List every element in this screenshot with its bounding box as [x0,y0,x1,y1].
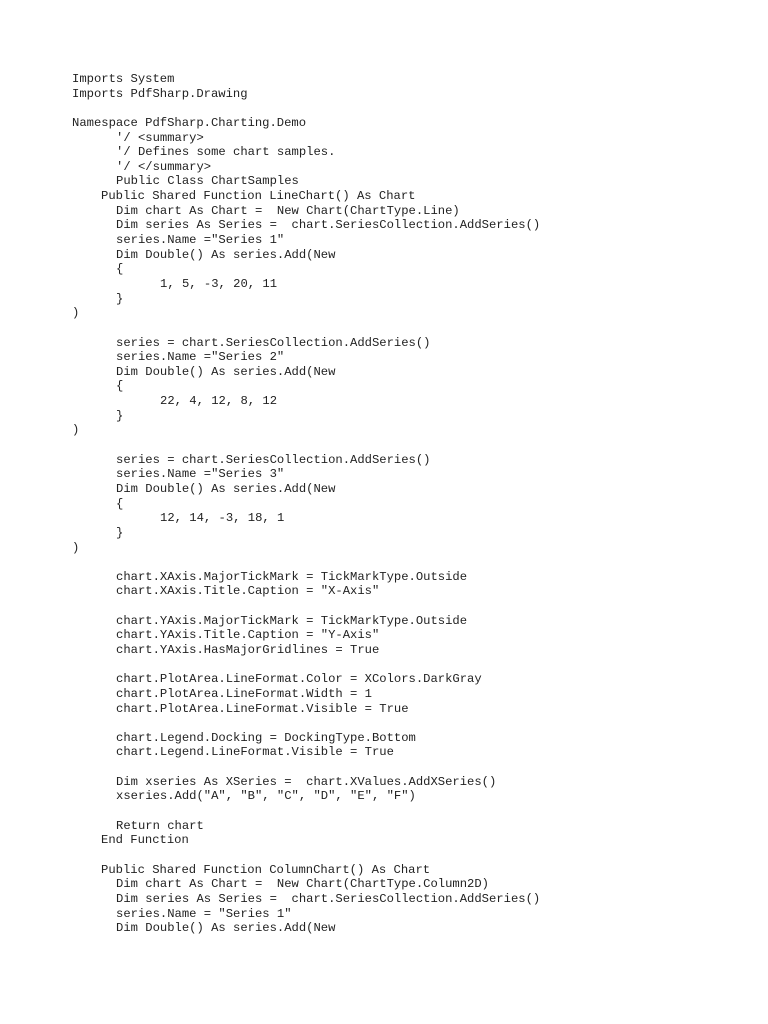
code-line: chart.YAxis.HasMajorGridlines = True [116,642,380,657]
code-line: Public Shared Function LineChart() As Chart [101,189,416,204]
code-line: Imports System [72,72,175,86]
code-line: Namespace PdfSharp.Charting.Demo [72,115,307,130]
code-line: ) [72,540,80,555]
code-line: '/ </summary> [116,159,212,174]
code-line: '/ <summary> [116,130,204,145]
code-line: series.Name ="Series 1" [116,233,285,248]
code-line: series = chart.SeriesCollection.AddSeries() [116,452,431,467]
blank-line [0,848,540,863]
code-line: } [116,408,124,423]
code-line: ) [72,423,80,438]
code-line: Public Class ChartSamples [116,174,299,189]
code-line: chart.YAxis.MajorTickMark = TickMarkType.Outside [116,613,468,628]
code-line: chart.XAxis.Title.Caption = "X-Axis" [116,584,380,599]
code-line: Dim Double() As series.Add(New [116,921,336,936]
code-line: Public Shared Function ColumnChart() As Chart [101,862,431,877]
code-line: Dim Double() As series.Add(New [116,481,336,496]
code-line: chart.XAxis.MajorTickMark = TickMarkType.Outside [116,569,468,584]
blank-line [0,555,540,570]
blank-line [0,599,540,614]
code-line: Dim Double() As series.Add(New [116,247,336,262]
code-line: xseries.Add("A", "B", "C", "D", "E", "F") [116,789,416,804]
code-line: chart.PlotArea.LineFormat.Visible = True [116,701,409,716]
code-line: { [116,496,124,511]
blank-line [0,438,540,453]
code-line: series = chart.SeriesCollection.AddSeries() [116,335,431,350]
code-line: chart.YAxis.Title.Caption = "Y-Axis" [116,628,380,643]
code-line: End Function [101,833,189,848]
code-line: chart.PlotArea.LineFormat.Width = 1 [116,686,372,701]
code-line: series.Name = "Series 1" [116,906,292,921]
blank-line [0,658,540,673]
code-listing [0,72,540,936]
code-line: chart.Legend.LineFormat.Visible = True [116,745,394,760]
code-line: Dim chart As Chart = New Chart(ChartType.Line) [116,203,460,218]
code-line: '/ Defines some chart samples. [116,145,336,160]
blank-line [0,804,540,819]
blank-line [0,101,540,116]
code-line: Dim chart As Chart = New Chart(ChartType.Column2D) [116,877,489,892]
code-line: } [116,525,124,540]
code-line: Dim xseries As XSeries = chart.XValues.AddXSeries() [116,774,497,789]
code-line: { [116,262,124,277]
code-line: 22, 4, 12, 8, 12 [160,394,278,409]
code-line: } [116,291,124,306]
code-line: ) [72,306,80,321]
code-line: Return chart [116,818,204,833]
blank-line [0,760,540,775]
code-line: 1, 5, -3, 20, 11 [160,276,278,291]
code-line: 12, 14, -3, 18, 1 [160,511,285,526]
blank-line [0,716,540,731]
code-line: chart.PlotArea.LineFormat.Color = XColors.DarkGray [116,672,482,687]
code-line: Dim Double() As series.Add(New [116,364,336,379]
blank-line [0,321,540,336]
code-line: series.Name ="Series 2" [116,350,285,365]
code-line: Dim series As Series = chart.SeriesCollection.AddSeries() [116,891,541,906]
code-line: series.Name ="Series 3" [116,467,285,482]
code-line: { [116,379,124,394]
code-line: Imports PdfSharp.Drawing [72,86,248,101]
code-line: chart.Legend.Docking = DockingType.Bottom [116,730,416,745]
code-line: Dim series As Series = chart.SeriesCollection.AddSeries() [116,218,541,233]
